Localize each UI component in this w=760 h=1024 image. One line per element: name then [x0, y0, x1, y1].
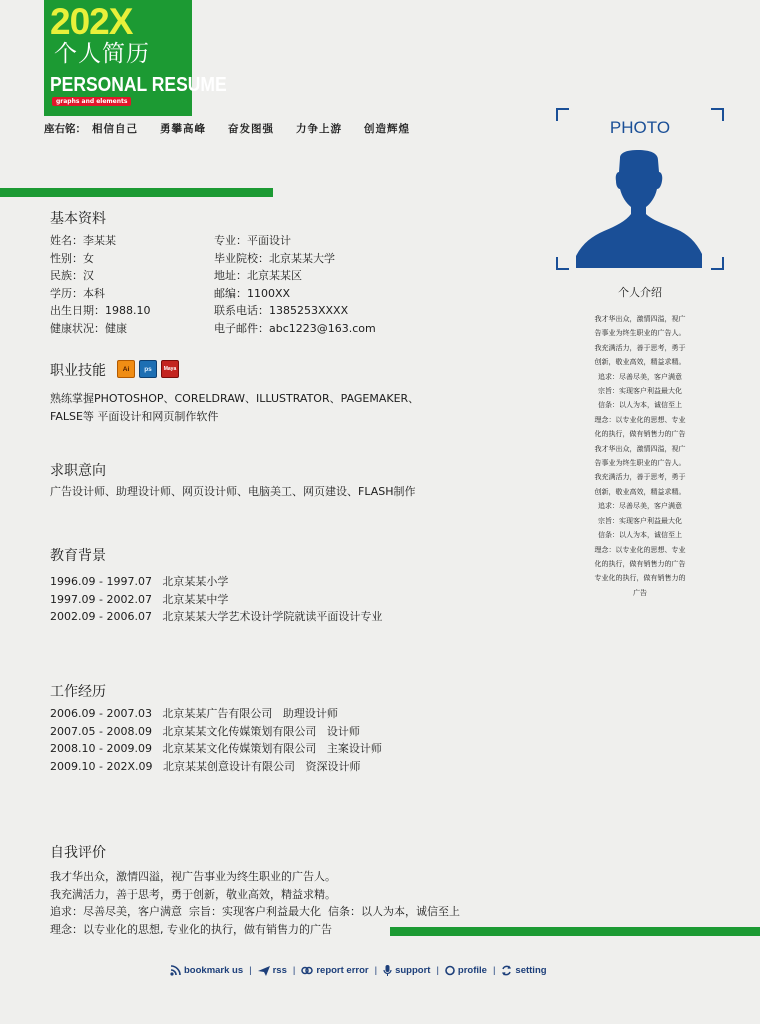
motto-item: 勇攀高峰 [160, 122, 206, 135]
self-eval-line: 追求：尽善尽美，客户满意 宗旨：实现客户利益最大化 信条：以人为本，诚信至上 [50, 905, 460, 918]
intro-line: 创新，敬业高效，精益求精。 [594, 487, 686, 496]
work-item: 2006.09 - 2007.03 北京某某广告有限公司 助理设计师 [50, 707, 338, 720]
illustrator-icon: Ai [117, 360, 135, 378]
skills-line: FALSE等 平面设计和网页制作软件 [50, 409, 219, 423]
intro-line: 我才华出众，激情四溢，视广 [594, 315, 686, 323]
user-icon [445, 965, 455, 976]
skills-line: 熟练掌握PHOTOSHOP、CORELDRAW、ILLUSTRATOR、PAGEMAKER、 [50, 392, 420, 405]
work-item: 2008.10 - 2009.09 北京某某文化传媒策划有限公司 主案设计师 [50, 742, 382, 755]
motto-item: 力争上游 [296, 122, 342, 135]
footer-link-label: profile [457, 965, 487, 976]
link-icon [301, 965, 313, 976]
intro-line: 我充满活力，善于思考，勇于 [594, 343, 686, 352]
intro-line: 化的执行，做有销售力的广告 [594, 559, 686, 568]
basic-info-left [50, 232, 151, 337]
education-item: 1997.09 - 2002.07 北京某某中学 [50, 592, 229, 606]
intro-line: 信条：以人为本，诚信至上 [598, 531, 682, 540]
motto-label: 座右铭： [44, 122, 86, 135]
skills-text [50, 390, 419, 425]
basic-info-right [214, 232, 376, 337]
photo-label: PHOTO [609, 118, 671, 137]
intro-line: 我充满活力，善于思考，勇于 [594, 473, 686, 482]
self-eval-line: 我才华出众，激情四溢，视广告事业为终生职业的广告人。 [50, 870, 336, 883]
footer-link-support[interactable] [383, 965, 430, 976]
logo-year: 202X [50, 1, 133, 42]
sync-icon [501, 965, 512, 976]
footer-links: bookmark us | rss | report error | support | profile | setting [170, 965, 547, 976]
section-title-skills: 职业技能 [50, 363, 106, 379]
education-item: 1996.09 - 1997.07 北京某某小学 [50, 575, 229, 588]
self-eval-line: 理念：以专业化的思想, 专业化的执行，做有销售力的广告 [50, 922, 332, 936]
footer-link-label: report error [316, 965, 369, 976]
info-name: 姓名：李某某 [50, 234, 116, 247]
intro-line: 广告 [633, 588, 647, 597]
info-major: 专业：平面设计 [214, 234, 291, 247]
info-health: 健康状况：健康 [50, 321, 127, 335]
section-title-self-eval: 自我评价 [50, 845, 106, 861]
education-item: 2002.09 - 2006.07 北京某某大学艺术设计学院就读平面设计专业 [50, 610, 383, 623]
footer-link-profile[interactable] [445, 965, 487, 976]
intro-line: 我才华出众，激情四溢，视广 [594, 444, 686, 453]
intro-line: 宗旨：实现客户利益最大化 [598, 516, 682, 525]
footer-link-report-error[interactable] [301, 965, 368, 976]
divider-bar [0, 188, 273, 197]
info-gender: 性别：女 [50, 251, 94, 265]
footer-link-bookmark[interactable] [170, 965, 243, 976]
intro-text [578, 312, 702, 600]
work-item: 2009.10 - 202X.09 北京某某创意设计有限公司 资深设计师 [50, 759, 361, 773]
motto-item: 相信自己 [92, 122, 138, 135]
section-title-basic: 基本资料 [50, 211, 106, 227]
intro-line: 告事业为终生职业的广告人。 [594, 459, 686, 468]
rss-icon [170, 965, 181, 976]
motto [44, 120, 432, 136]
divider-bar [390, 927, 760, 936]
info-birthdate: 出生日期：1988.10 [50, 304, 151, 317]
info-address: 地址：北京某某区 [214, 269, 302, 282]
microphone-icon [383, 965, 392, 976]
info-email: 电子邮件：abc1223@163.com [214, 321, 376, 335]
education-list [50, 573, 382, 626]
work-item: 2007.05 - 2008.09 北京某某文化传媒策划有限公司 设计师 [50, 724, 360, 738]
footer-link-label: rss [272, 965, 287, 976]
intro-title: 个人介绍 [618, 286, 662, 299]
intro-line: 追求：尽善尽美，客户满意 [598, 502, 682, 511]
info-postcode: 邮编：1100XX [214, 286, 291, 300]
section-title-education: 教育背景 [50, 548, 106, 564]
plane-icon [258, 965, 270, 976]
footer-link-label: support [395, 965, 431, 976]
intro-line: 宗旨：实现客户利益最大化 [598, 387, 682, 396]
intro-line: 告事业为终生职业的广告人。 [594, 329, 686, 338]
maya-icon: Maya [161, 360, 179, 378]
section-title-intention: 求职意向 [50, 463, 106, 479]
person-silhouette-icon [576, 150, 702, 268]
logo-cn-title: 个人简历 [54, 41, 150, 67]
logo-tagline: graphs and elements [52, 97, 131, 106]
self-eval-line: 我充满活力，善于思考，勇于创新，敬业高效，精益求精。 [50, 887, 336, 901]
intro-line: 追求：尽善尽美，客户满意 [598, 372, 682, 381]
info-ethnicity: 民族：汉 [50, 269, 94, 282]
logo-en-title: PERSONAL RESUME [50, 72, 227, 96]
footer-link-setting[interactable] [501, 965, 546, 976]
work-list [50, 705, 382, 775]
intro-line: 信条：以人为本，诚信至上 [598, 401, 682, 410]
intro-line: 化的执行，做有销售力的广告 [594, 430, 686, 439]
footer-link-label: setting [515, 965, 547, 976]
photoshop-icon: ps [139, 360, 157, 378]
info-education: 学历：本科 [50, 286, 105, 300]
info-phone: 联系电话：1385253XXXX [214, 304, 349, 317]
software-badges [117, 360, 179, 378]
intro-line: 创新，敬业高效，精益求精。 [594, 358, 686, 367]
footer-link-label: bookmark us [184, 965, 244, 976]
motto-item: 奋发图强 [228, 122, 274, 135]
resume-logo [44, 0, 227, 116]
section-title-work: 工作经历 [50, 684, 106, 700]
intro-line: 专业化的执行，做有销售力的 [594, 574, 686, 583]
info-school: 毕业院校：北京某某大学 [214, 251, 335, 265]
footer-link-rss[interactable] [258, 965, 287, 976]
intro-line: 理念：以专业化的思想、专业 [594, 545, 686, 554]
intention-text: 广告设计师、助理设计师、网页设计师、电脑美工、网页建设、FLASH制作 [50, 485, 416, 498]
motto-item: 创造辉煌 [364, 122, 410, 135]
intro-line: 理念：以专业化的思想、专业 [594, 415, 686, 424]
